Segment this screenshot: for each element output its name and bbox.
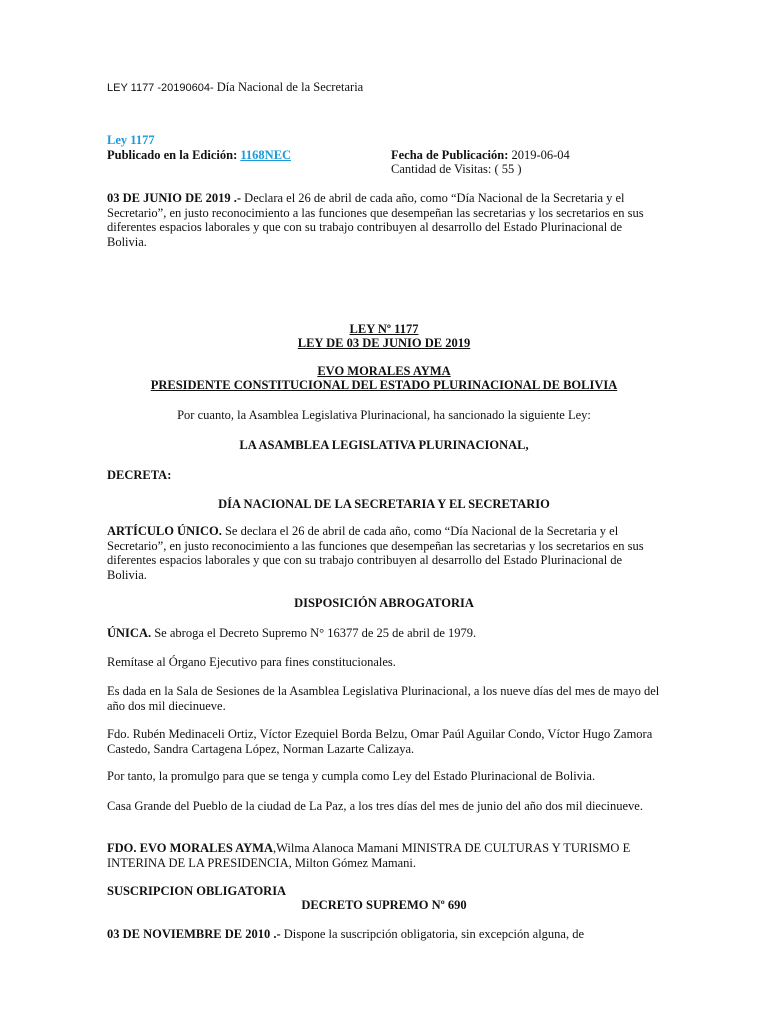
unica-label: ÚNICA. xyxy=(107,626,152,640)
summary-date: 03 DE JUNIO DE 2019 .- xyxy=(107,191,242,205)
casa-grande-paragraph: Casa Grande del Pueblo de la ciudad de La Paz, a los tres días del mes de junio del año dos mil diecinueve. xyxy=(107,799,643,813)
por-cuanto: Por cuanto, la Asamblea Legislativa Plurinacional, ha sancionado la siguiente Ley: xyxy=(177,408,591,422)
header-title: Día Nacional de la Secretaria xyxy=(213,80,364,94)
law-code: LEY 1177 -20190604- xyxy=(107,82,214,94)
president-title: PRESIDENTE CONSTITUCIONAL DEL ESTADO PLURINACIONAL DE BOLIVIA xyxy=(150,378,618,392)
decreto-summary xyxy=(107,927,661,942)
unica-text: Se abroga el Decreto Supremo N° 16377 de 25 de abril de 1979. xyxy=(151,626,477,640)
article-paragraph xyxy=(107,524,661,582)
law-date: LEY DE 03 DE JUNIO DE 2019 xyxy=(297,336,471,350)
article-label: ARTÍCULO ÚNICO. xyxy=(107,524,222,538)
law-title: DÍA NACIONAL DE LA SECRETARIA Y EL SECRETARIO xyxy=(218,497,550,511)
decreto-text: Dispone la suscripción obligatoria, sin excepción alguna, de xyxy=(280,927,585,941)
publication-date-label: Fecha de Publicación: xyxy=(391,148,509,162)
decreto-heading: DECRETO SUPREMO Nº 690 xyxy=(301,898,467,912)
decreto-date: 03 DE NOVIEMBRE DE 2010 .- xyxy=(107,927,281,941)
suscripcion-heading: SUSCRIPCION OBLIGATORIA xyxy=(107,884,287,898)
por-tanto-paragraph: Por tanto, la promulgo para que se tenga y cumpla como Ley del Estado Plurinacional de Bolivia. xyxy=(107,769,596,783)
signature-text: ,Wilma Alanoca Mamani MINISTRA DE CULTURAS Y TURISMO E INTERINA DE LA PRESIDENCIA, Milton Gómez Mamani. xyxy=(107,841,631,870)
article-text: Se declara el 26 de abril de cada año, como “Día Nacional de la Secretaria y el Secretario”, en justo reconocimiento a las funciones que desempeñan las secretarias y los secretarios en sus diferentes espacios laborales y que con su trabajo contribuyen al desarrollo del Estado Plurinacional de Bolivia. xyxy=(107,524,644,582)
signature-label: FDO. EVO MORALES AYMA xyxy=(107,841,273,855)
decreta-heading: DECRETA: xyxy=(107,468,172,482)
es-dada-paragraph: Es dada en la Sala de Sesiones de la Asamblea Legislativa Plurinacional, a los nueve días del mes de mayo del año dos mil diecinueve. xyxy=(107,684,660,713)
visit-count: Cantidad de Visitas: ( 55 ) xyxy=(391,162,522,176)
summary-paragraph xyxy=(107,191,661,249)
ley-link[interactable]: Ley 1177 xyxy=(107,133,155,147)
disposicion-heading: DISPOSICIÓN ABROGATORIA xyxy=(294,596,474,610)
signatories-paragraph: Fdo. Rubén Medinaceli Ortiz, Víctor Ezequiel Borda Belzu, Omar Paúl Aguilar Condo, Víctor Hugo Zamora Castedo, Sandra Cartagena López, Norman Lazarte Calizaya. xyxy=(107,727,653,756)
edition-link[interactable]: 1168NEC xyxy=(240,148,292,162)
summary-text: Declara el 26 de abril de cada año, como “Día Nacional de la Secretaria y el Secretario”, en justo reconocimiento a las funciones que desempeñan las secretarias y los secretarios en sus diferentes espacios laborales y que con su trabajo contribuyen al desarrollo del Estado Plurinacional de Bolivia. xyxy=(107,191,644,249)
law-number: LEY Nº 1177 xyxy=(349,322,419,336)
publication-date xyxy=(391,148,570,163)
edition-label: Publicado en la Edición: xyxy=(107,148,241,162)
asamblea-heading: LA ASAMBLEA LEGISLATIVA PLURINACIONAL, xyxy=(239,438,529,452)
unica-paragraph xyxy=(107,626,661,641)
remitase-paragraph: Remítase al Órgano Ejecutivo para fines constitucionales. xyxy=(107,655,396,669)
signature-paragraph xyxy=(107,841,661,870)
president-name: EVO MORALES AYMA xyxy=(317,364,451,378)
publication-date-value: 2019-06-04 xyxy=(508,148,570,162)
document-header xyxy=(107,80,363,96)
edition-info xyxy=(107,148,291,163)
